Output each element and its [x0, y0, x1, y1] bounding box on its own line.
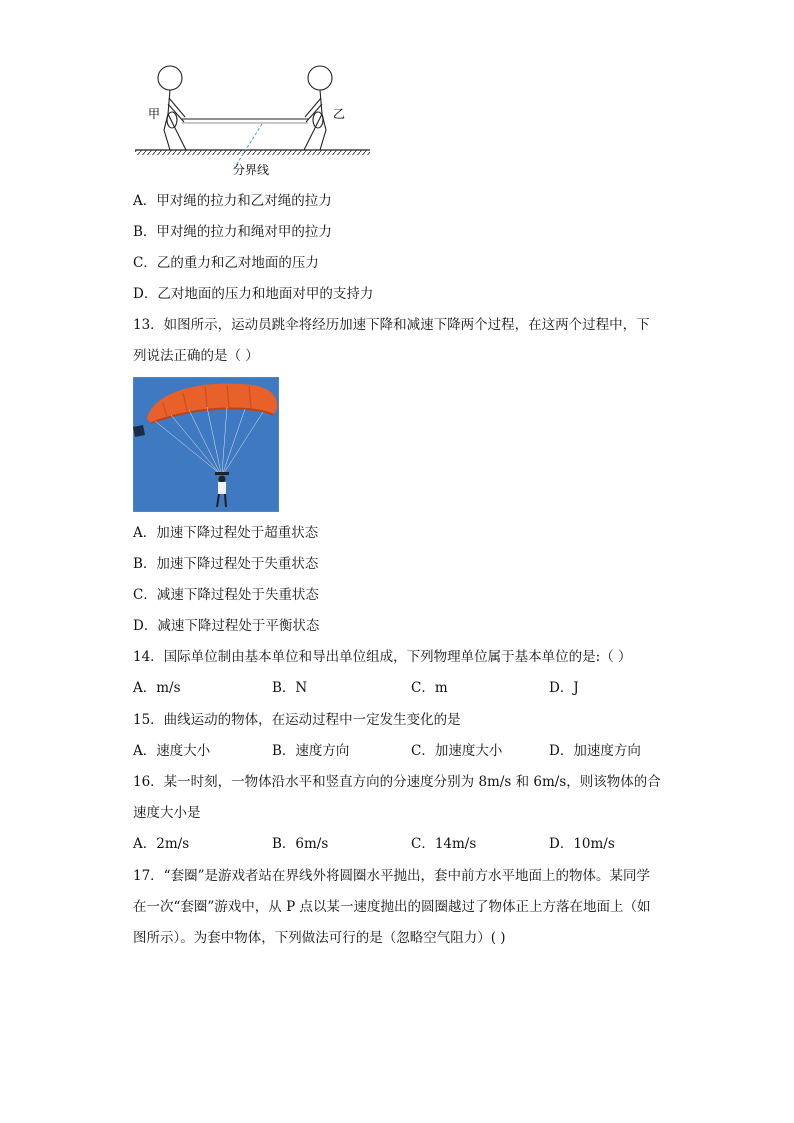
- q15-option-d: D．加速度方向: [549, 743, 641, 759]
- q16-option-a: A．2m/s: [133, 836, 190, 852]
- q14-option-b: B．N: [272, 680, 308, 696]
- q12-option-d: D．乙对地面的压力和地面对甲的支持力: [133, 286, 374, 302]
- q14-option-c: C．m: [411, 680, 448, 696]
- q13-option-b: B．加速下降过程处于失重状态: [133, 556, 319, 572]
- q14-option-d: D．J: [549, 680, 579, 696]
- q12-option-c: C．乙的重力和乙对地面的压力: [133, 255, 319, 271]
- person-jia: [158, 66, 186, 150]
- q15-option-c: C．加速度大小: [411, 743, 503, 759]
- q16-stem-line1: 16．某一时刻，一物体沿水平和竖直方向的分速度分别为 8m/s 和 6m/s，则该物体的合: [133, 774, 661, 790]
- q12-option-a: A．甲对绳的拉力和乙对绳的拉力: [133, 193, 332, 209]
- label-yi: 乙: [333, 107, 346, 121]
- q15-option-a: A．速度大小: [133, 743, 211, 759]
- q14-option-a: A．m/s: [133, 680, 181, 696]
- q13-option-d: D．减速下降过程处于平衡状态: [133, 618, 320, 634]
- label-boundary: 分界线: [233, 163, 270, 177]
- tug-of-war-figure: [130, 62, 380, 182]
- person-yi: [304, 66, 332, 150]
- q16-stem-line2: 速度大小是: [133, 805, 201, 821]
- q17-stem-line2: 在一次“套圈”游戏中，从 P 点以某一速度抛出的圆圈越过了物体正上方落在地面上（如: [133, 899, 651, 915]
- q17-stem-line3: 图所示）。为套中物体，下列做法可行的是（忽略空气阻力）( ): [133, 930, 506, 946]
- q13-option-a: A．加速下降过程处于超重状态: [133, 525, 319, 541]
- q16-option-c: C．14m/s: [411, 836, 477, 852]
- ground-hatching: [135, 150, 370, 155]
- q15-option-b: B．速度方向: [272, 743, 350, 759]
- q14-stem: 14．国际单位制由基本单位和导出单位组成，下列物理单位属于基本单位的是:（ ）: [133, 649, 632, 665]
- q13-stem-line2: 列说法正确的是（ ）: [133, 348, 259, 364]
- q13-option-c: C．减速下降过程处于失重状态: [133, 587, 319, 603]
- label-jia: 甲: [148, 107, 161, 121]
- q17-stem-line1: 17．“套圈”是游戏者站在界线外将圆圈水平抛出，套中前方水平地面上的物体。某同学: [133, 868, 650, 884]
- parachute-photo: [133, 377, 279, 512]
- q15-stem: 15．曲线运动的物体，在运动过程中一定发生变化的是: [133, 712, 461, 728]
- q12-option-b: B．甲对绳的拉力和绳对甲的拉力: [133, 224, 332, 240]
- q13-stem-line1: 13．如图所示，运动员跳伞将经历加速下降和减速下降两个过程，在这两个过程中，下: [133, 317, 650, 333]
- q16-option-b: B．6m/s: [272, 836, 329, 852]
- q16-option-d: D．10m/s: [549, 836, 615, 852]
